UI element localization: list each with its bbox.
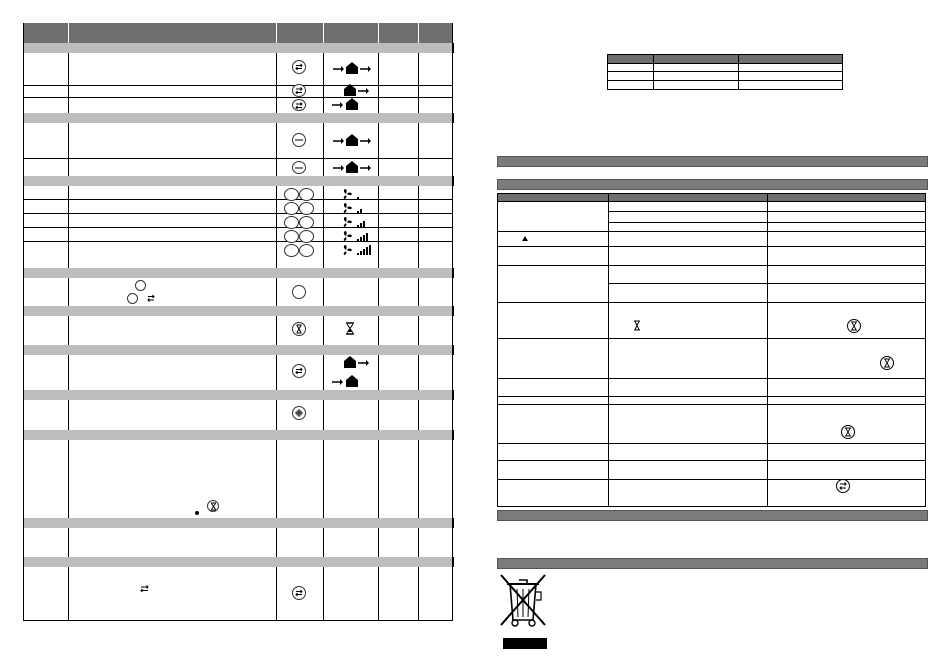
swap-arrows-icon — [837, 480, 850, 493]
hourglass-icon — [292, 322, 306, 336]
minus-circle-icon — [292, 161, 306, 174]
hourglass-icon — [345, 322, 355, 335]
flow-out-house-icon — [343, 356, 373, 369]
button-circle — [299, 188, 314, 201]
hourglass-icon — [842, 426, 855, 439]
button-circle — [284, 244, 299, 257]
button-circle — [284, 230, 299, 243]
flow-in-house-icon — [331, 98, 361, 111]
button-circle — [299, 216, 314, 229]
fan-speed-icon — [341, 230, 373, 242]
swap-arrows-icon — [292, 99, 306, 111]
hourglass-icon — [881, 357, 894, 370]
fan-mode-icon — [292, 406, 306, 420]
flow-through-house-icon — [331, 133, 377, 147]
fan-speed-icon — [341, 216, 373, 228]
swap-arrows-icon — [139, 583, 151, 595]
hourglass-icon — [207, 500, 219, 512]
button-circle — [299, 230, 314, 243]
hourglass-icon — [634, 321, 640, 330]
minus-circle-icon — [292, 133, 306, 147]
section-bar-dark — [497, 510, 928, 521]
button-circle — [284, 216, 299, 229]
flow-in-house-icon — [331, 375, 361, 388]
bullet-dot — [195, 511, 199, 515]
swap-arrows-icon — [292, 84, 306, 97]
left-table-grid — [0, 0, 470, 672]
button-circle — [284, 202, 299, 215]
button-circle — [135, 280, 146, 291]
swap-arrows-icon — [292, 60, 306, 74]
up-arrow-icon — [522, 236, 528, 241]
swap-arrows-icon — [292, 364, 306, 378]
flow-through-house-icon — [331, 61, 377, 75]
section-bar-dark — [497, 156, 928, 167]
button-circle — [284, 188, 299, 201]
right-table — [497, 193, 927, 509]
button-circle — [127, 293, 138, 304]
flow-through-house-icon — [331, 160, 377, 174]
fan-speed-icon — [341, 244, 373, 256]
button-circle — [299, 244, 314, 257]
hourglass-icon — [848, 320, 861, 333]
swap-arrows-icon — [146, 293, 157, 304]
fan-speed-icon — [341, 188, 373, 200]
flow-out-house-icon — [343, 84, 373, 97]
small-table — [607, 54, 845, 92]
swap-arrows-icon — [292, 586, 306, 600]
fan-speed-icon — [341, 202, 373, 214]
crossed-out-bin-icon — [498, 572, 550, 652]
section-bar-dark — [497, 179, 928, 190]
button-circle — [292, 285, 306, 299]
button-circle — [299, 202, 314, 215]
section-bar-dark — [497, 558, 928, 569]
